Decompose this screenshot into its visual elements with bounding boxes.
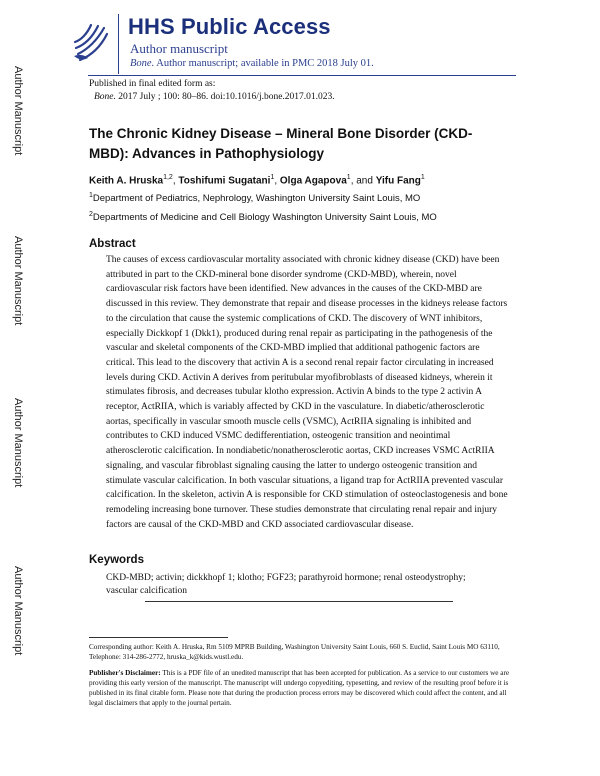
article-title: The Chronic Kidney Disease – Mineral Bone Disorder (CKD-MBD): Advances in Pathophysiology bbox=[89, 126, 473, 161]
author-list: Keith A. Hruska$^{1,2}$, Toshifumi Sugatani$^1$, Olga Agapova$^1$, and Yifu Fang$^1$ bbox=[89, 174, 425, 187]
abstract-text: The causes of excess cardiovascular mortality associated with chronic kidney disease (CKD) have been attributed in part to the CKD-mineral bone disorder syndrome (CKD-MBD), wherein, novel cardiovascular risk factors have been identified. New advances in the causes of the CKD-MBD are discussed in this review. They demonstrate that repair and disease processes in the kidneys release factors to the circulation that cause the systemic complications of CKD. The discovery of WNT inhibitors, especially Dickkopf 1 (Dkk1), produced during renal repair as participating in the pathogenesis of the vascular and skeletal components of the CKD-MBD implied that additional pathogenic factors are critical. This lead to the discovery that activin A is a second renal repair factor circulating in increased levels during CKD. Activin A derives from peritubular myofibroblasts of diseased kidneys, wherein it stimulates fibrosis, and decreases tubular klotho expression. Activin A binds to the type 2 activin A receptor, ActRIIA, which is variably affected by CKD in the vasculature. In diabetic/atherosclerotic aortas, specifically in vascular smooth muscle cells (VSMC), ActRIIA signaling is inhibited and contributes to CKD induced VSMC dedifferentiation, osteogenic transition and neointimal atherosclerotic calcification. In nondiabetic/nonatherosclerotic aortas, CKD increases VSMC ActRIIA signaling, and vascular fibroblast signaling causing the latter to undergo osteogenic transition and stimulate vascular calcification. In both vascular situations, a ligand trap for ActRIIA prevented vascular calcification. In the skeleton, activin A is responsible for CKD stimulation of osteoclastogenesis and bone remodeling increasing bone turnover. These studies demonstrate that circulating renal repair and injury factors are causal of the CKD-MBD and CKD associated cardiovascular disease. bbox=[106, 255, 508, 530]
publisher-disclaimer: Publisher's Disclaimer: This is a PDF file of an unedited manuscript that has been accepted for publication. As a service to our customers we are providing this early version of the manuscript. The manuscript will undergo copyediting, typesetting, and review of the resulting proof before it is published in its final citable form. Please note that during the production process errors may be discovered which could affect the content, and all legal disclaimers that apply to the journal pertain. bbox=[89, 669, 510, 707]
hhs-title: HHS Public Access bbox=[128, 14, 331, 39]
abstract-heading: Abstract bbox=[89, 238, 136, 250]
manuscript-label: Author manuscript bbox=[130, 41, 228, 56]
author-name: Olga Agapova bbox=[279, 175, 347, 187]
affiliation: $^2$Departments of Medicine and Cell Biology Washington University Saint Louis, MO bbox=[89, 211, 437, 224]
affiliation: $^1$Department of Pediatrics, Nephrology, Washington University Saint Louis, MO bbox=[89, 192, 421, 205]
corresponding-author: Corresponding author: Keith A. Hruska, Rm 5109 MPRB Building, Washington University Saint Louis, 660 S. Euclid, Saint Louis MO 63110, Telephone: 314-286-2772, hruska_k@kids.wustl.edu. bbox=[89, 643, 500, 661]
keywords-text: CKD-MBD; activin; dickkhopf 1; klotho; FGF23; parathyroid hormone; renal osteodystrophy; vascular calcification bbox=[106, 573, 466, 596]
publication-info: Published in final edited form as: Bone. 2017 July ; 100: 80–86. doi:10.1016/j.bone.2017.01.023. bbox=[89, 79, 335, 102]
author-name: Toshifumi Sugatani bbox=[178, 175, 271, 187]
keywords-rule bbox=[145, 601, 453, 602]
header-rule bbox=[88, 75, 516, 76]
side-rail: Author Manuscript Author Manuscript Author Manuscript Author Manuscript bbox=[12, 66, 24, 656]
author-name: Keith A. Hruska bbox=[89, 175, 164, 187]
footnote-rule bbox=[89, 637, 228, 638]
keywords-heading: Keywords bbox=[89, 554, 144, 566]
pmc-availability: Bone. Author manuscript; available in PMC 2018 July 01. bbox=[130, 58, 374, 69]
hhs-eagle-logo-icon bbox=[70, 20, 112, 64]
header-divider bbox=[118, 14, 119, 74]
author-name: Yifu Fang bbox=[375, 175, 421, 187]
